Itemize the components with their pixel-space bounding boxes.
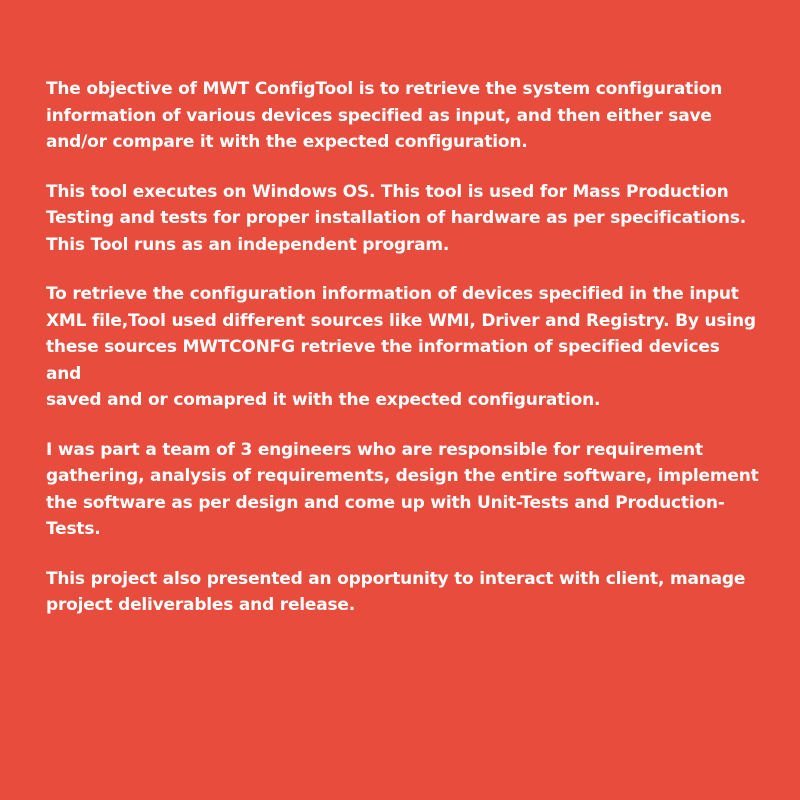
paragraph-team-role: I was part a team of 3 engineers who are responsible for requirement gathering, analysis of requirements, design the entire software, implement the software as per design and come up with Unit-Tests and Production- Tests. — [46, 439, 759, 539]
paragraph-platform: This tool executes on Windows OS. This tool is used for Mass Production Testing and tests for proper installation of hardware as per specifications. This Tool runs as an independent program. — [46, 181, 747, 255]
paragraph-objective: The objective of MWT ConfigTool is to retrieve the system configuration information of various devices specified as input, and then either save and/or compare it with the expected configuration. — [46, 79, 723, 152]
paragraph-client-interaction: This project also presented an opportunity to interact with client, manage project deliverables and release. — [46, 568, 746, 615]
paragraph-sources: To retrieve the configuration information of devices specified in the input XML file,Tool used different sources like WMI, Driver and Registry. By using these sources MWTCONFG retrieve the information of specified devices and saved and or comapred it with the expected configuration. — [46, 284, 756, 410]
